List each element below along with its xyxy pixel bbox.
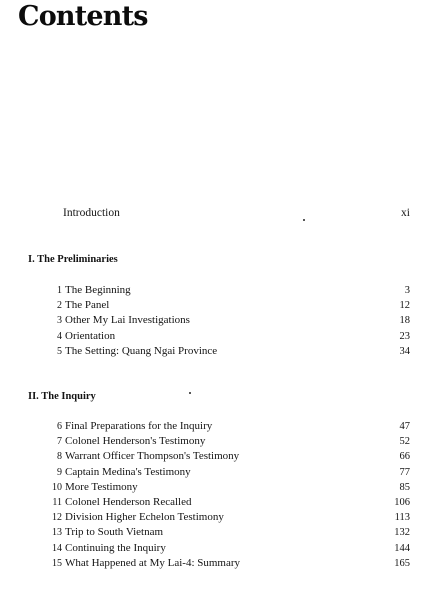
chapter-title: What Happened at My Lai-4: Summary [65,556,241,569]
toc-entry [46,435,410,450]
chapter-number: 4 [57,330,62,342]
chapter-number: 13 [52,527,62,539]
toc-entry [46,299,410,314]
chapter-page: 12 [399,300,410,312]
scan-speck [303,219,305,221]
chapter-title: The Beginning [65,284,131,296]
chapter-title: The Setting: Quang Ngai Province [65,344,218,357]
chapter-title: Trip to South Vietnam [65,526,164,539]
chapter-page: 52 [399,436,410,448]
chapter-page: 144 [394,542,410,554]
chapter-number: 15 [52,557,62,569]
page-title: Contents [18,1,148,32]
chapter-title: Colonel Henderson Recalled [65,495,192,508]
chapter-page: 34 [399,345,410,357]
toc-entry [46,284,410,299]
chapter-number: 14 [52,542,62,554]
chapter-number: 12 [52,512,62,524]
introduction-page: xi [401,207,410,219]
scan-speck [189,392,191,394]
chapter-number: 7 [57,436,62,448]
chapter-page: 165 [394,557,410,569]
chapter-page: 47 [399,421,410,432]
chapter-number: 11 [52,496,62,508]
chapter-list-preliminaries [46,284,410,360]
chapter-title: Warrant Officer Thompson's Testimony [65,450,240,463]
toc-entry [46,496,410,511]
chapter-page: 113 [394,512,410,524]
chapter-title: More Testimony [65,480,138,493]
section-heading-inquiry: II. The Inquiry [28,391,96,402]
section-heading-preliminaries: I. The Preliminaries [28,254,118,265]
chapter-page: 132 [394,527,410,539]
toc-entry [46,481,410,496]
chapter-page: 77 [399,466,410,478]
chapter-page: 23 [399,330,410,342]
chapter-page: 18 [399,315,410,327]
toc-entry [46,557,410,572]
toc-entry [46,345,410,360]
chapter-title: Colonel Henderson's Testimony [65,435,206,448]
chapter-page: 85 [399,481,410,493]
introduction-label: Introduction [63,207,120,219]
chapter-number: 9 [57,466,62,478]
chapter-number: 3 [57,315,62,327]
chapter-page: 106 [394,496,410,508]
chapter-title: Orientation [65,329,116,342]
chapter-title: Continuing the Inquiry [65,541,166,554]
toc-entry [46,511,410,526]
chapter-number: 8 [57,451,62,463]
chapter-number: 1 [57,285,62,296]
toc-entry [46,420,410,435]
chapter-title: Other My Lai Investigations [65,314,190,327]
toc-entry [46,330,410,345]
toc-entry [46,542,410,557]
chapter-number: 2 [57,300,62,312]
chapter-title: Final Preparations for the Inquiry [65,420,213,432]
introduction-entry [63,207,410,221]
chapter-page: 3 [404,285,410,296]
toc-entry [46,526,410,541]
chapter-number: 6 [57,421,62,432]
chapter-list-inquiry [46,420,410,572]
chapter-title: Division Higher Echelon Testimony [65,511,224,524]
toc-entry [46,466,410,481]
chapter-title: Captain Medina's Testimony [65,465,191,478]
toc-entry [46,450,410,465]
chapter-page: 66 [399,451,410,463]
chapter-title: The Panel [65,299,110,312]
toc-entry [46,314,410,329]
chapter-number: 10 [52,481,62,493]
chapter-number: 5 [57,345,62,357]
